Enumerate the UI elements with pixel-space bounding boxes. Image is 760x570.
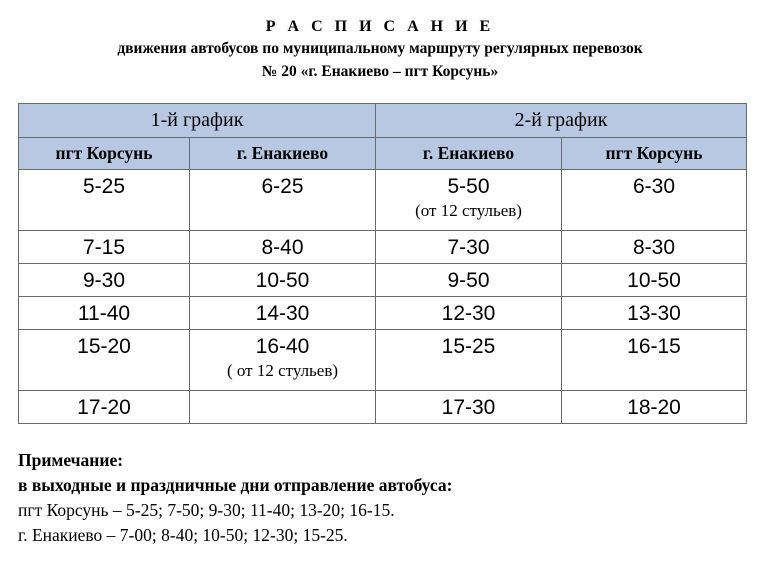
departure-time: 18-20 [627,396,681,419]
time-cell [19,231,190,264]
seats-note: (от 12 стульев) [415,201,522,220]
table-row [19,264,747,297]
table-row [19,330,747,391]
time-cell [19,170,190,231]
departure-time: 16-40 [255,335,310,358]
column-header: пгт Корсунь [562,138,747,170]
group-header-row [19,104,747,138]
time-cell [376,170,562,231]
departure-time: 15-20 [77,335,131,358]
time-cell [562,391,747,424]
departure-time: 11-40 [77,302,131,325]
departure-time: 17-20 [77,396,131,419]
time-cell [190,297,376,330]
time-cell [376,231,562,264]
group-header-1: 1-й график [19,104,376,138]
departure-time: 13-30 [627,302,681,325]
departure-time: 7-15 [82,236,126,259]
column-header-row [19,138,747,170]
time-cell [376,391,562,424]
departure-time: 9-50 [447,269,490,292]
departure-time: 12-30 [441,302,496,325]
time-cell [19,391,190,424]
departure-time: 6-30 [633,175,676,198]
time-cell [562,297,747,330]
note-subtitle: в выходные и праздничные дни отправление автобуса: [18,475,453,495]
time-cell [190,330,376,391]
column-header: г. Енакиево [376,138,562,170]
schedule-table [18,103,747,424]
departure-time: 14-30 [255,302,310,325]
time-cell [19,330,190,391]
time-cell [562,170,747,231]
group-header-2: 2-й график [376,104,747,138]
time-cell [562,231,747,264]
document-title: Р А С П И С А Н И Е [265,18,495,35]
time-cell [190,231,376,264]
time-cell [376,330,562,391]
note-line: пгт Корсунь – 5-25; 7-50; 9-30; 11-40; 13-20; 16-15. [18,500,395,520]
departure-time: 17-30 [441,396,496,419]
time-cell [190,170,376,231]
route-name: № 20 «г. Енакиево – пгт Корсунь» [261,63,499,80]
departure-time: 5-25 [82,175,126,198]
document-subtitle: движения автобусов по муниципальному маршруту регулярных перевозок [117,40,643,57]
table-row [19,391,747,424]
departure-time: 15-25 [441,335,496,358]
departure-time: 5-50 [447,175,490,198]
time-cell [19,297,190,330]
table-row [19,297,747,330]
time-cell [19,264,190,297]
seats-note: ( от 12 стульев) [226,361,339,380]
departure-time: 10-50 [255,269,310,292]
departure-time: 6-25 [261,175,304,198]
departure-time: 9-30 [82,269,126,292]
note-line: г. Енакиево – 7-00; 8-40; 10-50; 12-30; 15-25. [18,525,348,545]
departure-time: 7-30 [447,236,490,259]
time-cell [190,264,376,297]
column-header: г. Енакиево [190,138,376,170]
note-title: Примечание: [18,450,124,470]
column-header: пгт Корсунь [19,138,190,170]
time-cell [376,297,562,330]
departure-time: 8-30 [633,236,676,259]
departure-time: 16-15 [627,335,681,358]
time-cell [376,264,562,297]
table-row [19,170,747,231]
departure-time: 10-50 [627,269,681,292]
departure-time: 8-40 [261,236,304,259]
table-row [19,231,747,264]
note-section [18,448,746,548]
time-cell [562,330,747,391]
time-cell [190,391,376,424]
time-cell [562,264,747,297]
